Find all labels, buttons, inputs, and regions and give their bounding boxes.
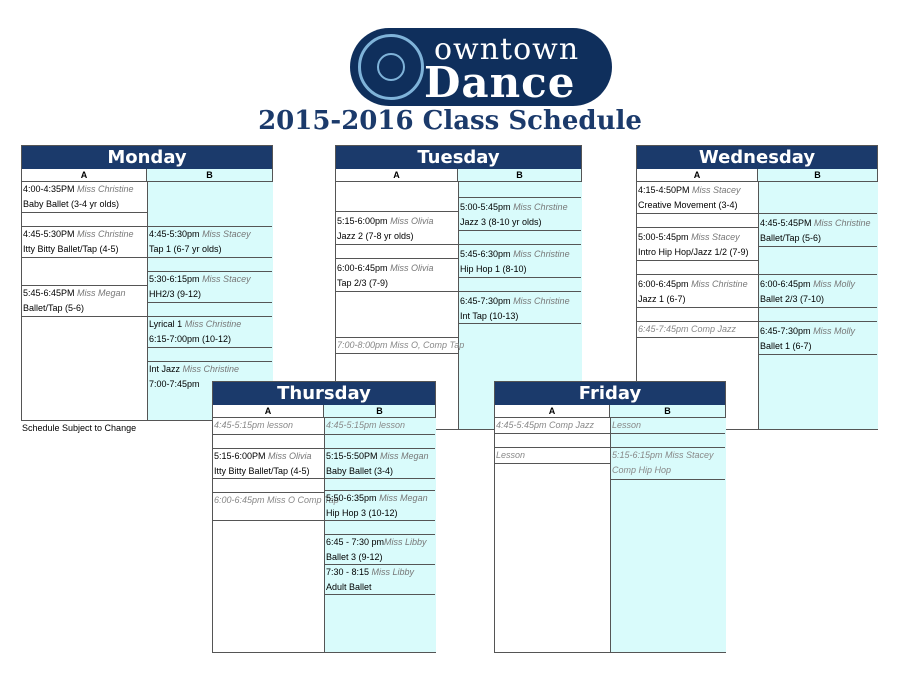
schedule-cell: 4:45-5:45PM Miss Christine Ballet/Tap (5-6) bbox=[759, 214, 877, 247]
schedule-cell: Int Jazz Miss Christine 7:00-7:45pm bbox=[149, 364, 240, 389]
wednesday-header: Wednesday bbox=[637, 146, 877, 169]
downtown-dance-logo bbox=[350, 28, 612, 106]
schedule-cell-empty bbox=[148, 348, 272, 362]
schedule-cell-empty bbox=[637, 308, 758, 322]
schedule-cell: 5:45-6:45PM Miss Megan Ballet/Tap (5-6) bbox=[22, 286, 147, 317]
schedule-cell: 4:45-5:45pm Comp Jazz bbox=[495, 418, 610, 434]
schedule-cell: 4:45-5:15pm lesson bbox=[213, 418, 324, 435]
schedule-cell-empty bbox=[148, 303, 272, 317]
schedule-cell-empty bbox=[459, 182, 581, 198]
logo-text-line1: owntown bbox=[434, 32, 580, 67]
schedule-cell: 6:00-6:45pm Miss Christine Jazz 1 (6-7) bbox=[637, 275, 758, 308]
schedule-cell: 5:15-6:00pm Miss Olivia Jazz 2 (7-8 yr olds) bbox=[336, 212, 458, 245]
schedule-cell: 5:15-6:15pm Miss Stacey Comp Hip Hop bbox=[611, 448, 725, 480]
tuesday-header: Tuesday bbox=[336, 146, 581, 169]
schedule-cell: 5:50-6:35pm Miss Megan Hip Hop 3 (10-12) bbox=[325, 491, 435, 521]
wednesday-col-b-header: B bbox=[758, 169, 877, 182]
schedule-cell: 6:00-6:45pm Miss Olivia Tap 2/3 (7-9) bbox=[336, 259, 458, 292]
schedule-cell-empty bbox=[495, 434, 610, 448]
schedule-cell-empty bbox=[336, 245, 458, 259]
logo-text-line2: Dance bbox=[424, 58, 576, 107]
monday-header: Monday bbox=[22, 146, 272, 169]
schedule-cell: 4:15-4:50PM Miss Stacey Creative Movement (3-4) bbox=[637, 182, 758, 214]
schedule-cell: 5:45-6:30pm Miss Christine Hip Hop 1 (8-10) bbox=[459, 245, 581, 278]
schedule-cell-empty bbox=[637, 261, 758, 275]
schedule-cell: Lyrical 1 Miss Christine 6:15-7:00pm (10-12) bbox=[148, 317, 272, 348]
schedule-cell: 4:45-5:15pm lesson bbox=[325, 418, 435, 435]
schedule-cell: 6:45 - 7:30 pmMiss Libby Ballet 3 (9-12) bbox=[325, 535, 435, 565]
schedule-cell: 7:30 - 8:15 Miss Libby Adult Ballet bbox=[325, 565, 435, 595]
friday-schedule bbox=[494, 381, 726, 653]
schedule-cell-empty bbox=[325, 521, 435, 535]
monday-col-b-header: B bbox=[147, 169, 272, 182]
schedule-cell: 5:00-5:45pm Miss Stacey Intro Hip Hop/Jazz 1/2 (7-9) bbox=[637, 228, 758, 261]
schedule-cell-empty bbox=[22, 258, 147, 286]
friday-header: Friday bbox=[495, 382, 725, 405]
schedule-cell: 5:15-6:00PM Miss Olivia Itty Bitty Ballet/Tap (4-5) bbox=[213, 449, 324, 479]
schedule-note: Schedule Subject to Change bbox=[22, 423, 137, 433]
schedule-cell-empty bbox=[611, 434, 725, 448]
thursday-schedule bbox=[212, 381, 436, 653]
schedule-cell: 4:45-5:30PM Miss Christine Itty Bitty Ballet/Tap (4-5) bbox=[22, 227, 147, 258]
schedule-cell-empty bbox=[22, 213, 147, 227]
monday-col-a-header: A bbox=[22, 169, 147, 182]
schedule-cell-empty bbox=[213, 435, 324, 449]
schedule-cell-empty bbox=[148, 182, 272, 227]
schedule-cell-empty bbox=[759, 247, 877, 275]
page-title: 2015-2016 Class Schedule bbox=[258, 106, 642, 136]
schedule-cell: 6:45-7:45pm Comp Jazz bbox=[637, 322, 758, 338]
schedule-cell-empty bbox=[459, 278, 581, 292]
schedule-cell: Lesson bbox=[611, 418, 725, 434]
schedule-cell-empty bbox=[336, 292, 458, 338]
schedule-cell-empty bbox=[637, 214, 758, 228]
friday-col-b-header: B bbox=[610, 405, 725, 418]
thursday-header: Thursday bbox=[213, 382, 435, 405]
schedule-cell-empty bbox=[148, 258, 272, 272]
schedule-cell: 7:00-8:00pm Miss O, Comp Tap bbox=[336, 338, 458, 354]
schedule-cell: Lesson bbox=[495, 448, 610, 464]
schedule-cell: 5:30-6:15pm Miss Stacey HH2/3 (9-12) bbox=[148, 272, 272, 303]
tuesday-col-b-header: B bbox=[458, 169, 581, 182]
schedule-cell: 5:15-5:50PM Miss Megan Baby Ballet (3-4) bbox=[325, 449, 435, 479]
monday-schedule bbox=[21, 145, 273, 421]
schedule-cell-empty bbox=[759, 308, 877, 322]
schedule-cell-empty bbox=[459, 231, 581, 245]
schedule-cell: 6:00-6:45pm Miss O Comp Tap bbox=[213, 493, 324, 521]
wednesday-col-a-header: A bbox=[637, 169, 758, 182]
tuesday-col-a-header: A bbox=[336, 169, 458, 182]
schedule-cell: 6:45-7:30pm Miss Christine Int Tap (10-13) bbox=[459, 292, 581, 324]
schedule-cell-empty bbox=[336, 182, 458, 212]
schedule-cell-empty bbox=[325, 479, 435, 491]
thursday-col-b-header: B bbox=[324, 405, 435, 418]
schedule-cell-empty bbox=[325, 435, 435, 449]
friday-col-a-header: A bbox=[495, 405, 610, 418]
schedule-cell-empty bbox=[213, 479, 324, 493]
swirl-ornament-icon bbox=[358, 34, 424, 100]
schedule-cell-empty bbox=[759, 182, 877, 214]
thursday-col-a-header: A bbox=[213, 405, 324, 418]
schedule-cell: 4:45-5:30pm Miss Stacey Tap 1 (6-7 yr olds) bbox=[148, 227, 272, 258]
schedule-cell: 4:00-4:35PM Miss Christine Baby Ballet (3-4 yr olds) bbox=[22, 182, 147, 213]
schedule-cell: 6:45-7:30pm Miss Molly Ballet 1 (6-7) bbox=[759, 322, 877, 355]
schedule-cell: 5:00-5:45pm Miss Chrstine Jazz 3 (8-10 yr olds) bbox=[459, 198, 581, 231]
schedule-cell: 6:00-6:45pm Miss Molly Ballet 2/3 (7-10) bbox=[759, 275, 877, 308]
